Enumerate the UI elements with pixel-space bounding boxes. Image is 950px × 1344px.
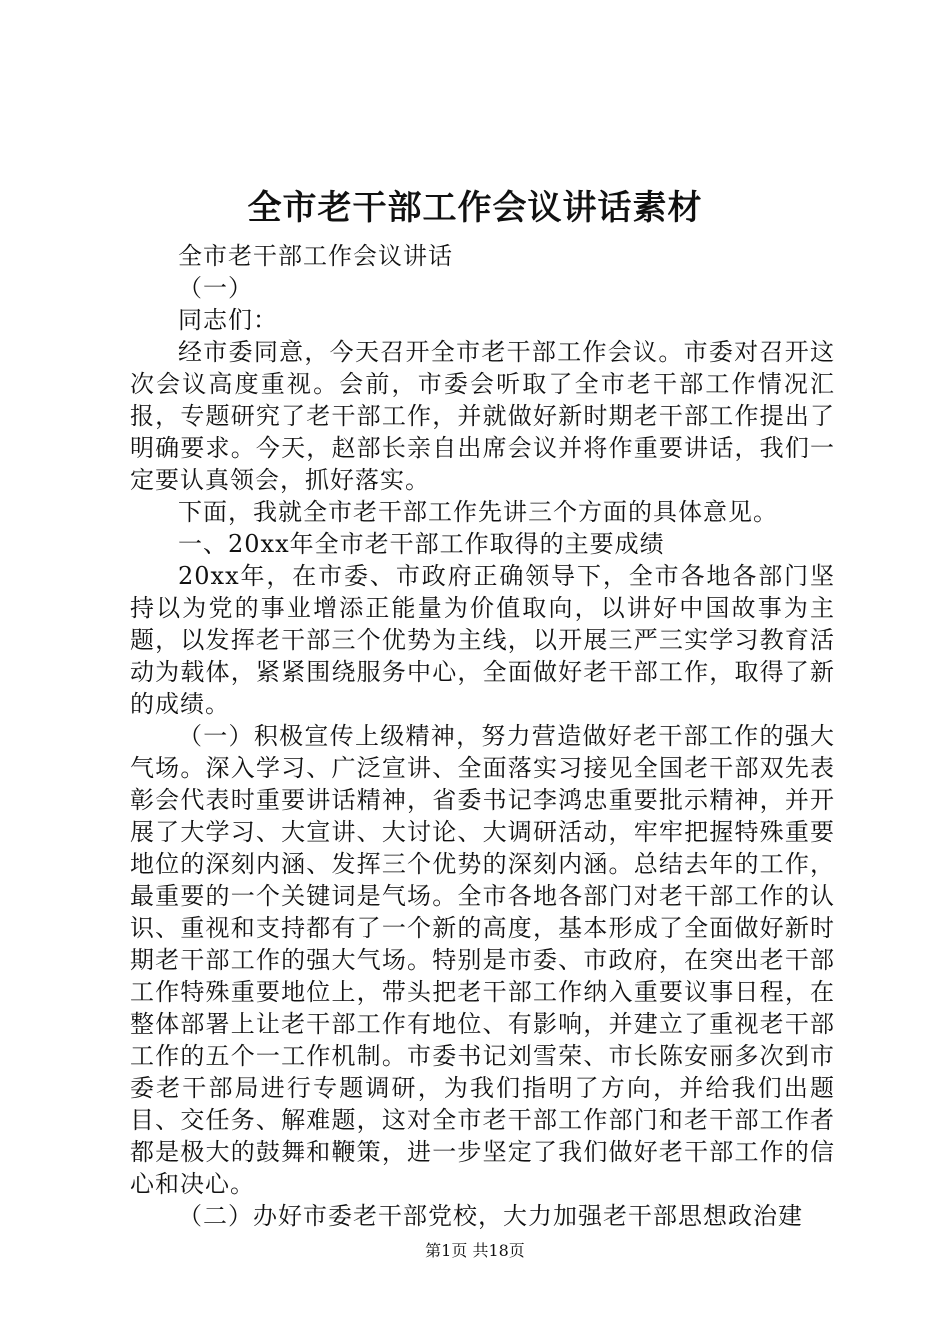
body-paragraph: （一）积极宣传上级精神，努力营造做好老干部工作的强大气场。深入学习、广泛宣讲、全面落实习接见全国老干部双先表彰会代表时重要讲话精神，省委书记李鸿忠重要批示精神，并开展了大学习、大宣讲、大讨论、大调研活动，牢牢把握特殊重要地位的深刻内涵、发挥三个优势的深刻内涵。总结去年的工作，最重要的一个关键词是气场。全市各地各部门对老干部工作的认识、重视和支持都有了一个新的高度，基本形成了全面做好新时期老干部工作的强大气场。特别是市委、市政府，在突出老干部工作特殊重要地位上，带头把老干部工作纳入重要议事日程，在整体部署上让老干部工作有地位、有影响，并建立了重视老干部工作的五个一工作机制。市委书记刘雪荣、市长陈安丽多次到市委老干部局进行专题调研，为我们指明了方向，并给我们出题目、交任务、解难题，这对全市老干部工作部门和老干部工作者都是极大的鼓舞和鞭策，进一步坚定了我们做好老干部工作的信心和决心。 (130, 722, 835, 1198)
body-paragraph: 20xx年，在市委、市政府正确领导下，全市各地各部门坚持以为党的事业增添正能量为价值取向，以讲好中国故事为主题，以发挥老干部三个优势为主线，以开展三严三实学习教育活动为载体，紧紧围绕服务中心，全面做好老干部工作，取得了新的成绩。 (130, 562, 835, 718)
body-paragraph: （二）办好市委老干部党校，大力加强老干部思想政治建 (178, 1202, 803, 1230)
body-paragraph: 下面，我就全市老干部工作先讲三个方面的具体意见。 (178, 498, 778, 526)
subtitle-paragraph: 全市老干部工作会议讲话 (178, 242, 453, 270)
page-number-footer: 第1页 共18页 (425, 1241, 525, 1260)
salutation-paragraph: 同志们： (178, 306, 278, 334)
document-title: 全市老干部工作会议讲话素材 (247, 188, 703, 228)
body-paragraph: 经市委同意，今天召开全市老干部工作会议。市委对召开这次会议高度重视。会前，市委会听取了全市老干部工作情况汇报，专题研究了老干部工作，并就做好新时期老干部工作提出了明确要求。今天，赵部长亲自出席会议并将作重要讲话，我们一定要认真领会，抓好落实。 (130, 338, 835, 494)
section-number-paragraph: （一） (178, 274, 253, 302)
section-heading: 一、20xx年全市老干部工作取得的主要成绩 (178, 530, 665, 558)
document-body (130, 240, 835, 1232)
